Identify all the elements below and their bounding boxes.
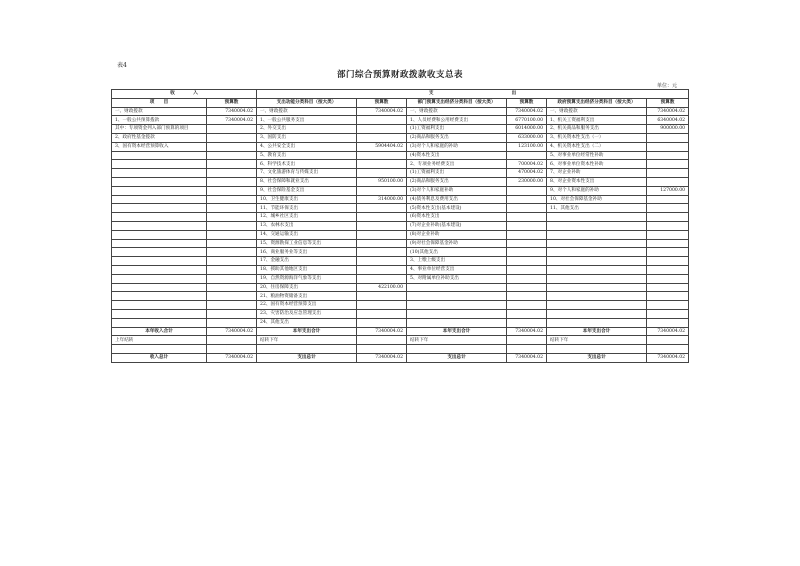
gov-grand-value: 7340004.02: [647, 353, 689, 362]
dept-econ-budget-cell: [507, 221, 547, 230]
gov-econ-item-cell: [547, 274, 647, 283]
func-grand-label: 支出总计: [257, 353, 357, 362]
dept-grand-value: 7340004.02: [507, 353, 547, 362]
gov-econ-budget-cell: [647, 195, 689, 204]
table-row: [112, 309, 689, 318]
func-item-cell: 13、农林水支出: [257, 221, 357, 230]
table-row: [112, 248, 689, 257]
col-header-budget: 预算数: [357, 98, 407, 107]
dept-econ-item-cell: (2)商品和服务支出: [407, 177, 507, 186]
income-budget-cell: 7340004.02: [207, 116, 257, 125]
income-item-cell: [112, 265, 207, 274]
dept-econ-budget-cell: 633000.00: [507, 133, 547, 142]
income-budget-cell: [207, 248, 257, 257]
grand-total-row: [112, 353, 689, 362]
gov-econ-item-cell: 5、对事业单位经常性补助: [547, 151, 647, 160]
func-budget-cell: [357, 133, 407, 142]
func-item-cell: 18、援助其他地区支出: [257, 265, 357, 274]
dept-econ-budget-cell: [507, 248, 547, 257]
gov-econ-item-cell: [547, 230, 647, 239]
dept-econ-item-cell: (10)其他支出: [407, 248, 507, 257]
func-item-cell: 一、财政拨款: [257, 107, 357, 116]
income-item-cell: 一、财政拨款: [112, 107, 207, 116]
dept-econ-budget-cell: 123100.00: [507, 142, 547, 151]
gov-econ-item-cell: 一、财政拨款: [547, 107, 647, 116]
table-row: [112, 239, 689, 248]
gov-econ-budget-cell: [647, 292, 689, 301]
dept-econ-budget-cell: [507, 195, 547, 204]
gov-next-year-label: 结转下年: [547, 336, 647, 345]
income-budget-cell: [207, 133, 257, 142]
blank-row: [112, 345, 689, 354]
func-next-year-label: 结转下年: [257, 336, 357, 345]
dept-econ-item-cell: [407, 318, 507, 327]
func-budget-cell: 7340004.02: [357, 107, 407, 116]
budget-table: [111, 89, 689, 363]
func-item-cell: 12、城乡社区支出: [257, 213, 357, 222]
gov-econ-budget-cell: [647, 221, 689, 230]
func-budget-cell: 314000.00: [357, 195, 407, 204]
gov-econ-budget-cell: [647, 204, 689, 213]
func-budget-cell: [357, 248, 407, 257]
dept-econ-item-cell: (2)商品和服务支出: [407, 133, 507, 142]
func-item-cell: 10、卫生健康支出: [257, 195, 357, 204]
dept-econ-item-cell: 一、财政拨款: [407, 107, 507, 116]
gov-econ-item-cell: 9、对个人和家庭的补助: [547, 186, 647, 195]
gov-econ-item-cell: 11、其他支出: [547, 204, 647, 213]
func-item-cell: 15、资源勘探工业信息等支出: [257, 239, 357, 248]
table-row: [112, 204, 689, 213]
dept-econ-item-cell: [407, 283, 507, 292]
dept-econ-budget-cell: [507, 301, 547, 310]
income-item-cell: [112, 177, 207, 186]
dept-econ-item-cell: (4)资本性支出: [407, 151, 507, 160]
gov-econ-budget-cell: [647, 177, 689, 186]
gov-econ-item-cell: 1、机关工资福利支出: [547, 116, 647, 125]
func-budget-cell: 950100.00: [357, 177, 407, 186]
dept-total-label: 本年支出合计: [407, 327, 507, 336]
dept-econ-item-cell: [407, 292, 507, 301]
func-item-cell: 19、自然资源海洋气象等支出: [257, 274, 357, 283]
dept-econ-item-cell: (9)对社会保障基金补助: [407, 239, 507, 248]
gov-econ-item-cell: [547, 221, 647, 230]
blank-cell: [507, 345, 547, 354]
gov-econ-budget-cell: 127000.00: [647, 186, 689, 195]
income-budget-cell: [207, 177, 257, 186]
func-budget-cell: [357, 125, 407, 134]
func-budget-cell: [357, 160, 407, 169]
income-item-cell: [112, 169, 207, 178]
table-row: [112, 142, 689, 151]
dept-econ-item-cell: (1)工资福利支出: [407, 125, 507, 134]
func-budget-cell: 422100.00: [357, 283, 407, 292]
gov-econ-item-cell: 6、对事业单位资本性补助: [547, 160, 647, 169]
table-row: [112, 213, 689, 222]
col-header-dept-econ: 部门预算支出经济分类科目（按大类）: [407, 98, 507, 107]
gov-econ-item-cell: [547, 213, 647, 222]
gov-econ-item-cell: 4、机关资本性支出（二）: [547, 142, 647, 151]
func-budget-cell: [357, 213, 407, 222]
income-item-cell: [112, 195, 207, 204]
gov-econ-item-cell: 8、对企业资本性支出: [547, 177, 647, 186]
gov-grand-label: 支出总计: [547, 353, 647, 362]
income-item-cell: [112, 318, 207, 327]
income-item-cell: [112, 221, 207, 230]
income-budget-cell: [207, 239, 257, 248]
income-budget-cell: [207, 142, 257, 151]
col-header-budget: 预算数: [207, 98, 257, 107]
func-budget-cell: [357, 186, 407, 195]
gov-econ-budget-cell: [647, 133, 689, 142]
table-row: [112, 151, 689, 160]
income-budget-cell: [207, 169, 257, 178]
blank-cell: [357, 345, 407, 354]
gov-econ-budget-cell: [647, 213, 689, 222]
dept-econ-budget-cell: [507, 318, 547, 327]
prior-year-carry-label: 上年结转: [112, 336, 207, 345]
page-label: 表4: [117, 62, 127, 69]
income-item-cell: [112, 186, 207, 195]
income-item-cell: [112, 160, 207, 169]
func-item-cell: 9、社会保险基金支出: [257, 186, 357, 195]
income-budget-cell: [207, 221, 257, 230]
gov-econ-item-cell: 3、机关资本性支出（一）: [547, 133, 647, 142]
blank-cell: [647, 345, 689, 354]
gov-econ-item-cell: 10、对社会保障基金补助: [547, 195, 647, 204]
income-group-header: 收 入: [112, 90, 257, 99]
dept-econ-item-cell: (1)工资福利支出: [407, 169, 507, 178]
gov-econ-budget-cell: [647, 151, 689, 160]
col-header-budget: 预算数: [647, 98, 689, 107]
income-total-label: 本年收入合计: [112, 327, 207, 336]
func-next-year-value: [357, 336, 407, 345]
gov-econ-budget-cell: [647, 239, 689, 248]
income-budget-cell: [207, 257, 257, 266]
dept-econ-budget-cell: 470004.02: [507, 169, 547, 178]
dept-econ-item-cell: [407, 309, 507, 318]
dept-econ-budget-cell: [507, 309, 547, 318]
table-row: [112, 265, 689, 274]
income-item-cell: [112, 257, 207, 266]
income-budget-cell: 7340004.02: [207, 107, 257, 116]
income-budget-cell: [207, 309, 257, 318]
func-item-cell: 16、商业服务业等支出: [257, 248, 357, 257]
expense-group-header: 支 出: [257, 90, 689, 99]
func-budget-cell: [357, 265, 407, 274]
income-item-cell: [112, 292, 207, 301]
table-row: [112, 125, 689, 134]
blank-cell: [207, 345, 257, 354]
gov-econ-budget-cell: [647, 230, 689, 239]
func-budget-cell: [357, 301, 407, 310]
func-item-cell: 24、其他支出: [257, 318, 357, 327]
dept-econ-item-cell: (7)对企业补助(基本建设): [407, 221, 507, 230]
income-budget-cell: [207, 160, 257, 169]
dept-econ-item-cell: (4)债务利息及费用支出: [407, 195, 507, 204]
income-item-cell: [112, 248, 207, 257]
blank-cell: [407, 345, 507, 354]
income-item-cell: [112, 204, 207, 213]
table-row: [112, 160, 689, 169]
gov-econ-budget-cell: [647, 283, 689, 292]
func-item-cell: 1、一般公共服务支出: [257, 116, 357, 125]
income-item-cell: [112, 301, 207, 310]
gov-econ-item-cell: [547, 257, 647, 266]
dept-econ-item-cell: (6)资本性支出: [407, 213, 507, 222]
col-header-item: 项 目: [112, 98, 207, 107]
income-item-cell: [112, 151, 207, 160]
gov-econ-item-cell: [547, 265, 647, 274]
func-item-cell: 8、社会保障和就业支出: [257, 177, 357, 186]
gov-econ-budget-cell: [647, 248, 689, 257]
gov-econ-budget-cell: [647, 274, 689, 283]
col-header-func: 支出功能分类科目（按大类）: [257, 98, 357, 107]
dept-econ-budget-cell: 700004.02: [507, 160, 547, 169]
gov-total-value: 7340004.02: [647, 327, 689, 336]
dept-econ-item-cell: (3)对个人和家庭补助: [407, 186, 507, 195]
gov-econ-item-cell: [547, 318, 647, 327]
col-header-gov-econ: 政府预算支出经济分类科目（按大类）: [547, 98, 647, 107]
dept-econ-budget-cell: [507, 213, 547, 222]
dept-econ-item-cell: (8)对企业补助: [407, 230, 507, 239]
table-row: [112, 186, 689, 195]
prior-year-carry-value: [207, 336, 257, 345]
gov-econ-item-cell: [547, 309, 647, 318]
func-budget-cell: [357, 151, 407, 160]
table-row: [112, 107, 689, 116]
func-item-cell: 23、灾害防治及应急管理支出: [257, 309, 357, 318]
gov-econ-budget-cell: [647, 309, 689, 318]
dept-econ-item-cell: 1、人员经费和公用经费支出: [407, 116, 507, 125]
column-header-row: [112, 98, 689, 107]
table-row: [112, 116, 689, 125]
gov-econ-item-cell: [547, 301, 647, 310]
carry-row: [112, 336, 689, 345]
dept-econ-budget-cell: [507, 274, 547, 283]
func-item-cell: 3、国防支出: [257, 133, 357, 142]
gov-econ-budget-cell: [647, 257, 689, 266]
gov-econ-budget-cell: 6340004.02: [647, 116, 689, 125]
income-budget-cell: [207, 151, 257, 160]
func-budget-cell: [357, 230, 407, 239]
table-row: [112, 301, 689, 310]
income-budget-cell: [207, 204, 257, 213]
income-item-cell: [112, 230, 207, 239]
func-budget-cell: [357, 204, 407, 213]
func-item-cell: 6、科学技术支出: [257, 160, 357, 169]
blank-cell: [112, 345, 207, 354]
group-header-row: [112, 90, 689, 99]
table-row: [112, 169, 689, 178]
func-budget-cell: [357, 221, 407, 230]
table-row: [112, 283, 689, 292]
income-budget-cell: [207, 283, 257, 292]
func-budget-cell: [357, 257, 407, 266]
func-item-cell: 21、粮油物资储备支出: [257, 292, 357, 301]
income-item-cell: [112, 213, 207, 222]
blank-cell: [257, 345, 357, 354]
dept-econ-item-cell: (3)对个人和家庭的补助: [407, 142, 507, 151]
func-item-cell: 14、交通运输支出: [257, 230, 357, 239]
gov-econ-budget-cell: [647, 142, 689, 151]
func-total-label: 本年支出合计: [257, 327, 357, 336]
gov-next-year-value: [647, 336, 689, 345]
income-item-cell: [112, 309, 207, 318]
income-grand-value: 7340004.02: [207, 353, 257, 362]
dept-econ-item-cell: 4、事业单位经营支出: [407, 265, 507, 274]
gov-econ-item-cell: [547, 248, 647, 257]
gov-econ-budget-cell: [647, 265, 689, 274]
dept-next-year-value: [507, 336, 547, 345]
dept-econ-budget-cell: [507, 257, 547, 266]
income-budget-cell: [207, 213, 257, 222]
income-total-value: 7340004.02: [207, 327, 257, 336]
dept-econ-budget-cell: 7340004.02: [507, 107, 547, 116]
gov-econ-budget-cell: 7340004.02: [647, 107, 689, 116]
gov-econ-item-cell: [547, 292, 647, 301]
income-budget-cell: [207, 265, 257, 274]
income-budget-cell: [207, 230, 257, 239]
table-row: [112, 133, 689, 142]
income-item-cell: [112, 239, 207, 248]
gov-econ-budget-cell: [647, 301, 689, 310]
unit-label: 单位：元: [657, 83, 678, 89]
income-grand-label: 收入总计: [112, 353, 207, 362]
income-budget-cell: [207, 292, 257, 301]
table-row: [112, 292, 689, 301]
dept-econ-item-cell: 3、上缴上级支出: [407, 257, 507, 266]
func-budget-cell: [357, 116, 407, 125]
func-budget-cell: [357, 239, 407, 248]
dept-econ-item-cell: [407, 301, 507, 310]
gov-econ-budget-cell: [647, 318, 689, 327]
page-title: 部门综合预算财政拨款收支总表: [336, 70, 463, 80]
func-item-cell: 7、文化旅游体育与传媒支出: [257, 169, 357, 178]
table-row: [112, 221, 689, 230]
gov-econ-item-cell: [547, 283, 647, 292]
income-item-cell: 3、国有资本经营预算收入: [112, 142, 207, 151]
gov-econ-item-cell: 2、机关商品和服务支出: [547, 125, 647, 134]
dept-econ-budget-cell: [507, 239, 547, 248]
func-total-value: 7340004.02: [357, 327, 407, 336]
totals-row: [112, 327, 689, 336]
dept-econ-budget-cell: 6014000.00: [507, 125, 547, 134]
dept-econ-budget-cell: [507, 186, 547, 195]
dept-econ-budget-cell: [507, 292, 547, 301]
dept-total-value: 7340004.02: [507, 327, 547, 336]
income-budget-cell: [207, 301, 257, 310]
func-item-cell: 11、节能环保支出: [257, 204, 357, 213]
dept-econ-budget-cell: [507, 230, 547, 239]
income-item-cell: 其中：专项资金列入部门预算的项目: [112, 125, 207, 134]
table-row: [112, 230, 689, 239]
dept-econ-item-cell: 2、专项业务经费支出: [407, 160, 507, 169]
dept-econ-item-cell: (5)资本性支出(基本建设): [407, 204, 507, 213]
func-item-cell: 5、教育支出: [257, 151, 357, 160]
table-row: [112, 195, 689, 204]
table-row: [112, 318, 689, 327]
dept-econ-budget-cell: [507, 204, 547, 213]
func-item-cell: 22、国有资本经营预算支出: [257, 301, 357, 310]
func-item-cell: 2、外交支出: [257, 125, 357, 134]
income-item-cell: 1、一般公共预算拨款: [112, 116, 207, 125]
gov-econ-budget-cell: [647, 169, 689, 178]
func-grand-value: 7340004.02: [357, 353, 407, 362]
func-budget-cell: [357, 169, 407, 178]
func-item-cell: 20、住房保障支出: [257, 283, 357, 292]
income-budget-cell: [207, 186, 257, 195]
dept-econ-budget-cell: [507, 151, 547, 160]
blank-cell: [547, 345, 647, 354]
gov-econ-item-cell: 7、对企业补助: [547, 169, 647, 178]
dept-econ-budget-cell: 230000.00: [507, 177, 547, 186]
func-budget-cell: 5904404.02: [357, 142, 407, 151]
func-budget-cell: [357, 318, 407, 327]
table-row: [112, 177, 689, 186]
dept-grand-label: 支出总计: [407, 353, 507, 362]
col-header-budget: 预算数: [507, 98, 547, 107]
func-budget-cell: [357, 274, 407, 283]
income-item-cell: 2、政府性基金拨款: [112, 133, 207, 142]
gov-econ-budget-cell: [647, 160, 689, 169]
func-item-cell: 4、公共安全支出: [257, 142, 357, 151]
gov-total-label: 本年支出合计: [547, 327, 647, 336]
dept-econ-budget-cell: 6770100.00: [507, 116, 547, 125]
table-row: [112, 257, 689, 266]
dept-next-year-label: 结转下年: [407, 336, 507, 345]
income-budget-cell: [207, 318, 257, 327]
gov-econ-budget-cell: 900000.00: [647, 125, 689, 134]
func-budget-cell: [357, 292, 407, 301]
income-item-cell: [112, 274, 207, 283]
gov-econ-item-cell: [547, 239, 647, 248]
func-item-cell: 17、金融支出: [257, 257, 357, 266]
income-budget-cell: [207, 195, 257, 204]
income-item-cell: [112, 283, 207, 292]
dept-econ-budget-cell: [507, 265, 547, 274]
dept-econ-item-cell: 5、对附属单位补助支出: [407, 274, 507, 283]
table-row: [112, 274, 689, 283]
dept-econ-budget-cell: [507, 283, 547, 292]
income-budget-cell: [207, 125, 257, 134]
income-budget-cell: [207, 274, 257, 283]
func-budget-cell: [357, 309, 407, 318]
